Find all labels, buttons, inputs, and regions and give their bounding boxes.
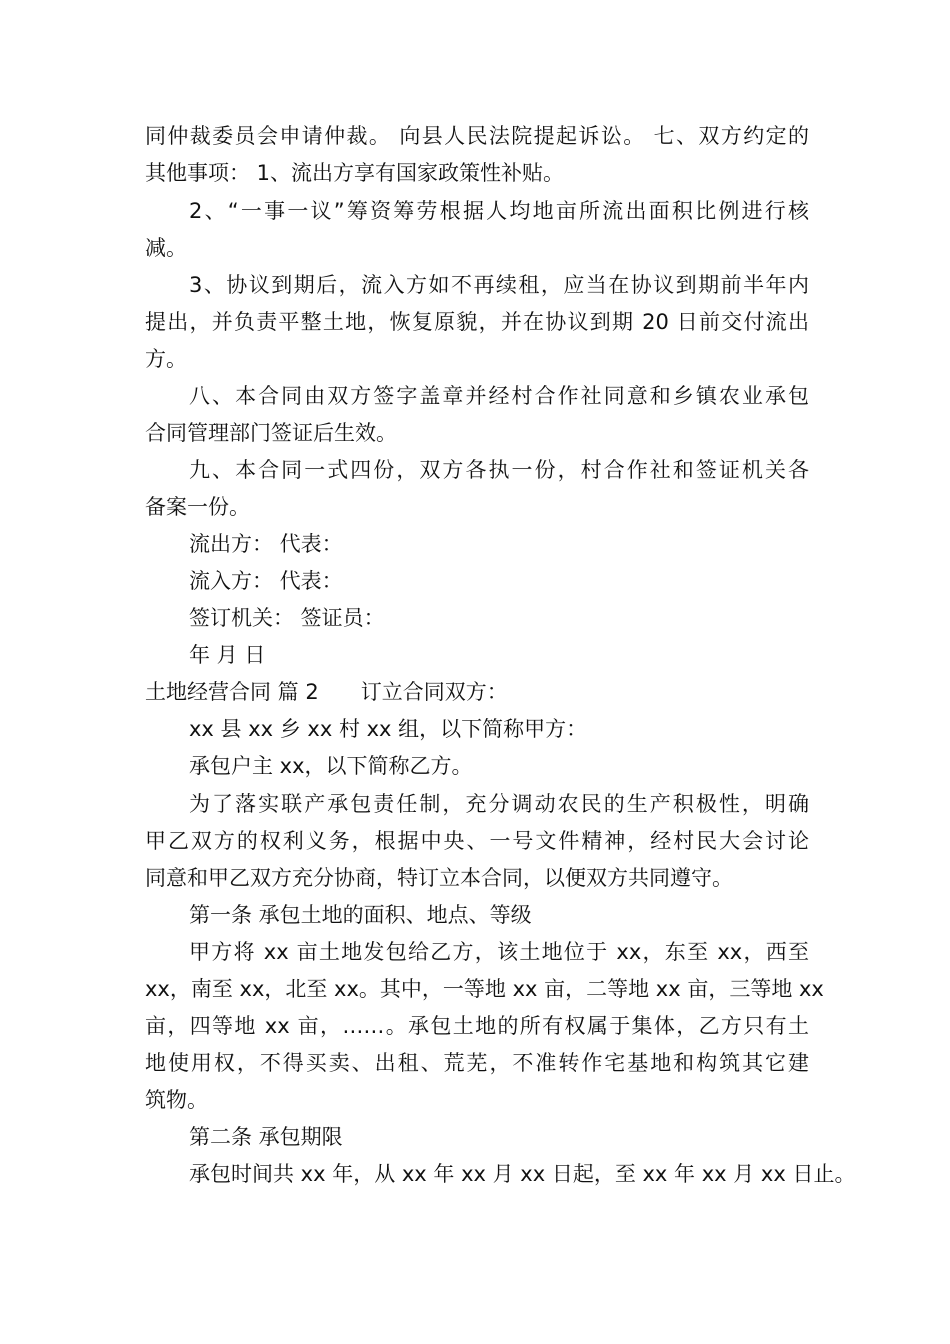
text-line: 甲乙双方的权利义务，根据中央、一号文件精神，经村民大会讨论 [145, 829, 809, 853]
text-line: 地使用权，不得买卖、出租、荒芜，不准转作宅基地和构筑其它建 [145, 1051, 809, 1075]
text-line: 承包户主 xx，以下简称乙方。 [189, 754, 473, 778]
text-line: 筑物。 [145, 1088, 208, 1112]
text-line: 方。 [145, 347, 187, 371]
text-line: 年 月 日 [189, 643, 266, 667]
text-line: 流入方： 代表： [189, 569, 343, 593]
text-line: 提出，并负责平整土地，恢复原貌，并在协议到期 20 日前交付流出 [145, 310, 809, 334]
text-line: 流出方： 代表： [189, 532, 343, 556]
article-heading: 第一条 承包土地的面积、地点、等级 [189, 903, 532, 927]
text-line: 备案一份。 [145, 495, 250, 519]
text-line: 承包时间共 xx 年，从 xx 年 xx 月 xx 日起，至 xx 年 xx 月 xx 日止。 [189, 1162, 856, 1186]
text-line: 2、“一事一议”筹资筹劳根据人均地亩所流出面积比例进行核 [189, 199, 809, 223]
text-line: 3、协议到期后，流入方如不再续租，应当在协议到期前半年内 [189, 273, 809, 297]
text-line: 为了落实联产承包责任制，充分调动农民的生产积极性，明确 [189, 792, 809, 816]
text-line: 合同管理部门签证后生效。 [145, 421, 397, 445]
text-line: xx，南至 xx，北至 xx。其中，一等地 xx 亩，二等地 xx 亩，三等地 xx [145, 977, 824, 1001]
text-line: 甲方将 xx 亩土地发包给乙方，该土地位于 xx，东至 xx，西至 [189, 940, 809, 964]
text-line: xx 县 xx 乡 xx 村 xx 组，以下简称甲方： [189, 717, 588, 741]
section-heading: 土地经营合同 篇 2 订立合同双方： [145, 680, 508, 704]
text-line: 八、本合同由双方签字盖章并经村合作社同意和乡镇农业承包 [189, 384, 809, 408]
text-line: 其他事项： 1、流出方享有国家政策性补贴。 [145, 161, 565, 185]
text-line: 九、本合同一式四份，双方各执一份，村合作社和签证机关各 [189, 458, 809, 482]
text-line: 亩，四等地 xx 亩，……。承包土地的所有权属于集体，乙方只有土 [145, 1014, 809, 1038]
article-heading: 第二条 承包期限 [189, 1125, 343, 1149]
text-line: 签订机关： 签证员： [189, 606, 385, 630]
text-line: 同仲裁委员会申请仲裁。 向县人民法院提起诉讼。 七、双方约定的 [145, 124, 809, 148]
text-line: 同意和甲乙双方充分协商，特订立本合同，以便双方共同遵守。 [145, 866, 733, 890]
text-line: 减。 [145, 236, 187, 260]
